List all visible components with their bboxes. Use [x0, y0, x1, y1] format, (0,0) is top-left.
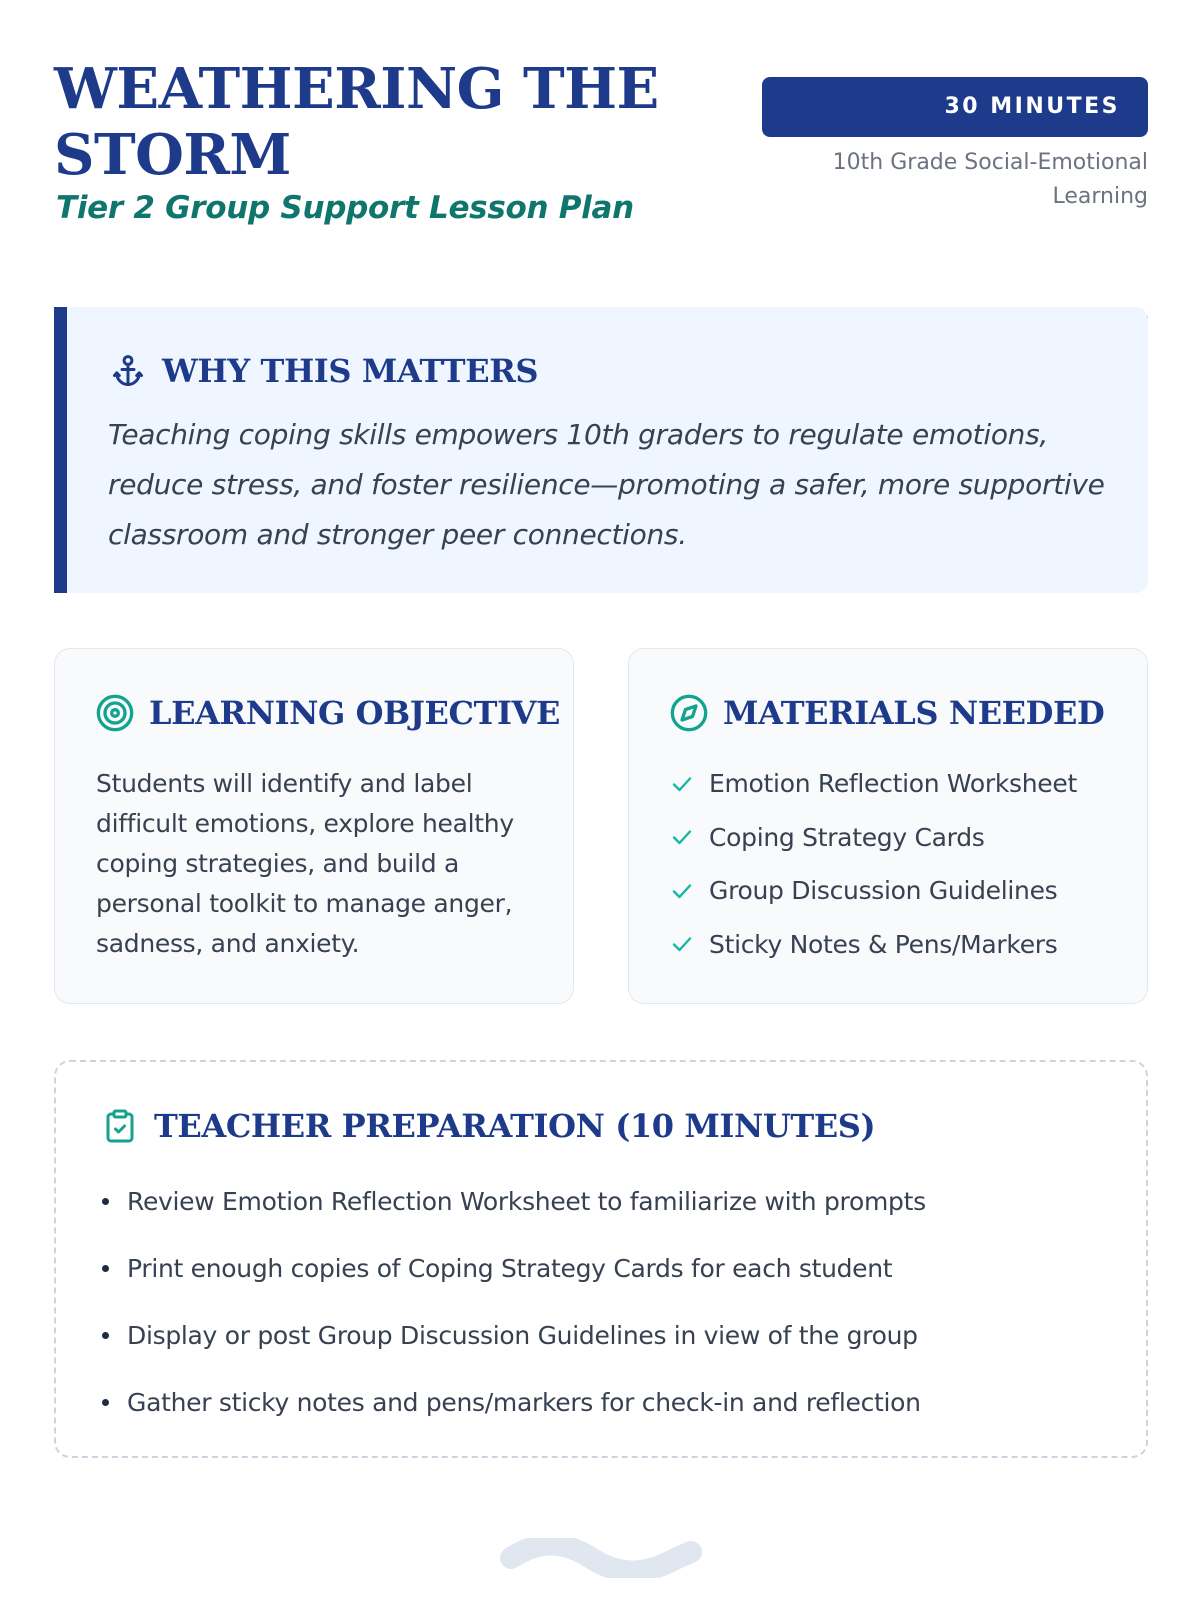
- check-icon: [669, 771, 695, 797]
- duration-badge: 30 MINUTES: [762, 77, 1148, 137]
- anchor-icon: [108, 351, 148, 391]
- bullet-icon: [102, 1332, 109, 1339]
- materials-needed-card: [628, 648, 1148, 1004]
- why-this-matters-card: [54, 307, 1148, 593]
- check-icon: [669, 878, 695, 904]
- materials-list: [669, 757, 1077, 971]
- list-item: [100, 1369, 926, 1436]
- objective-heading: [95, 693, 560, 733]
- clipboard-check-icon: [100, 1106, 140, 1146]
- check-icon: [669, 931, 695, 957]
- prep-heading: [100, 1106, 875, 1146]
- list-item: [100, 1235, 926, 1302]
- materials-heading-label: MATERIALS NEEDED: [723, 694, 1105, 732]
- prep-list: [100, 1168, 926, 1436]
- objective-text: Students will identify and label difficult emotions, explore healthy coping strategies, and build a personal toolkit to manage anger, sadness, and anxiety.: [96, 769, 514, 958]
- bullet-icon: [102, 1198, 109, 1205]
- prep-item-label: Display or post Group Discussion Guidelines in view of the group: [127, 1321, 918, 1350]
- prep-item-label: Print enough copies of Coping Strategy Cards for each student: [127, 1254, 893, 1283]
- list-item: [100, 1168, 926, 1235]
- grade-label: 10th Grade Social-Emotional Learning: [832, 150, 1148, 209]
- check-icon: [669, 824, 695, 850]
- page-header: [54, 56, 1148, 266]
- list-item: [669, 918, 1077, 972]
- wave-decoration-icon: [499, 1538, 703, 1578]
- target-icon: [95, 693, 135, 733]
- bullet-icon: [102, 1265, 109, 1272]
- material-label: Group Discussion Guidelines: [709, 876, 1058, 906]
- material-label: Sticky Notes & Pens/Markers: [709, 929, 1058, 959]
- bullet-icon: [102, 1399, 109, 1406]
- learning-objective-card: [54, 648, 574, 1004]
- teacher-preparation-card: [54, 1060, 1148, 1458]
- materials-heading: [669, 693, 1104, 733]
- list-item: [669, 757, 1077, 811]
- why-heading: [108, 351, 538, 391]
- material-label: Coping Strategy Cards: [709, 822, 985, 852]
- compass-icon: [669, 693, 709, 733]
- page-subtitle: Tier 2 Group Support Lesson Plan: [56, 190, 634, 226]
- list-item: [669, 811, 1077, 865]
- prep-heading-label: TEACHER PREPARATION (10 MINUTES): [154, 1107, 876, 1145]
- why-text: Teaching coping skills empowers 10th graders to regulate emotions, reduce stress, and foster resilience—promoting a safer, more supportive classroom and stronger peer connections.: [108, 418, 1105, 551]
- material-label: Emotion Reflection Worksheet: [709, 769, 1077, 799]
- accent-bar: [54, 307, 67, 593]
- list-item: [669, 864, 1077, 918]
- lesson-plan-page: [54, 0, 1148, 1600]
- prep-item-label: Review Emotion Reflection Worksheet to familiarize with prompts: [127, 1187, 926, 1216]
- prep-item-label: Gather sticky notes and pens/markers for check-in and reflection: [127, 1388, 921, 1417]
- objective-heading-label: LEARNING OBJECTIVE: [149, 694, 560, 732]
- list-item: [100, 1302, 926, 1369]
- why-heading-label: WHY THIS MATTERS: [162, 352, 539, 390]
- page-title: WEATHERING THE STORM: [54, 56, 659, 188]
